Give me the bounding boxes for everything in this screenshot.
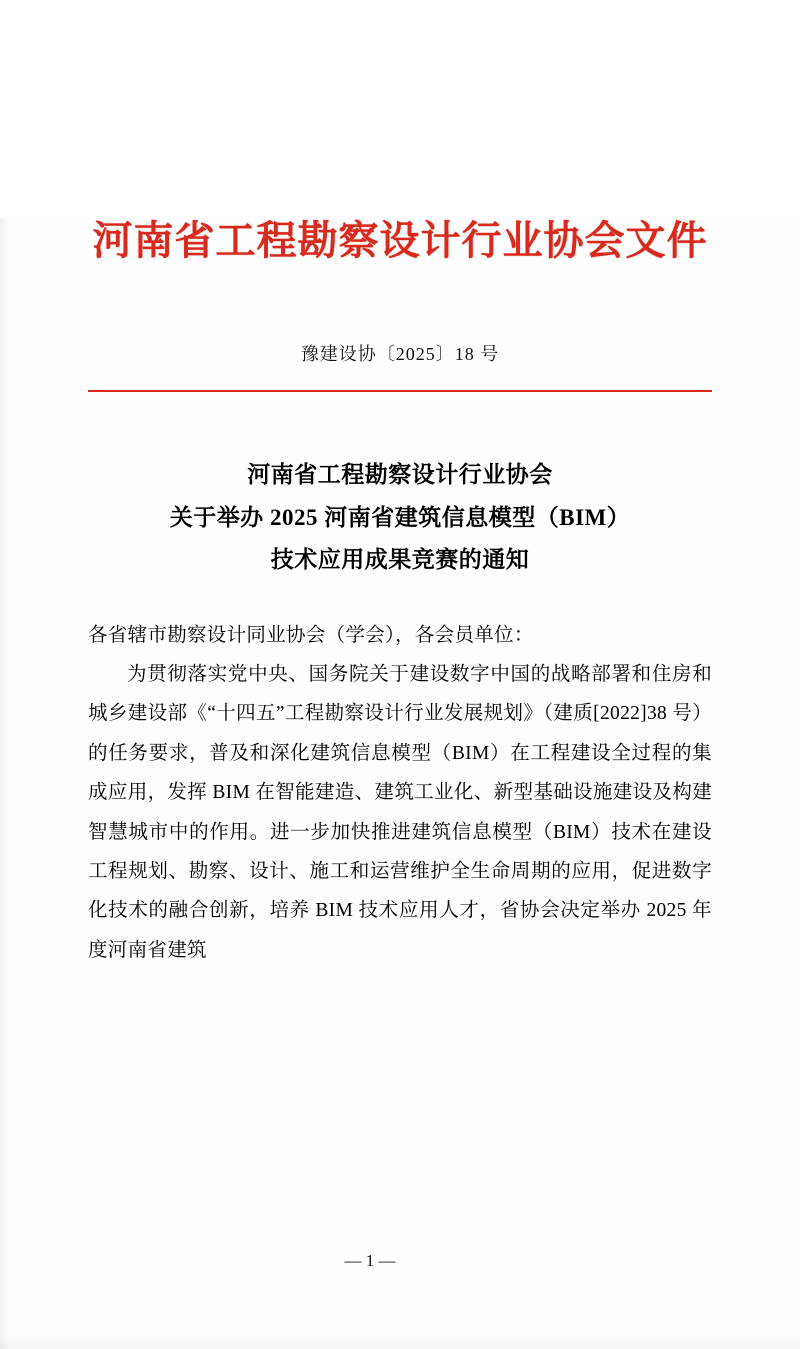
page-title-line-3: 技术应用成果竞赛的通知 (270, 547, 530, 573)
document-number: 豫建设协〔2025〕18 号 (300, 344, 500, 364)
salutation: 各省辖市勘察设计同业协会（学会），各会员单位： (88, 624, 534, 646)
document-page (0, 218, 800, 1349)
masthead-title: 河南省工程勘察设计行业协会文件 (92, 219, 708, 263)
document-body (88, 616, 712, 970)
page-number-footer: — 1 — (344, 1251, 396, 1270)
page-title-line-1: 河南省工程勘察设计行业协会 (247, 462, 553, 487)
red-separator-rule (88, 390, 712, 392)
scan-edge-left (0, 218, 10, 1349)
masthead (88, 218, 712, 264)
scan-edge-bottom (0, 1335, 800, 1349)
body-paragraph-1: 为贯彻落实党中央、国务院关于建设数字中国的战略部署和住房和城乡建设部《“十四五”工程勘察设计行业发展规划》（建质[2022]38 号）的任务要求，普及和深化建筑信息模型（BIM）在工程建设全过程的集成应用，发挥 BIM 在智能建造、建筑工业化、新型基础设施建设及构建智慧城市中的作用。进一步加快推进建筑信息模型（BIM）技术在建设工程规划、勘察、设计、施工和运营维护全生命周期的应用，促进数字化技术的融合创新，培养 BIM 技术应用人才，省协会决定举办 2025 年度河南省建筑 (88, 664, 712, 961)
page-title-line-2: 关于举办 2025 河南省建筑信息模型（BIM） (169, 504, 631, 530)
page-title (88, 454, 712, 582)
